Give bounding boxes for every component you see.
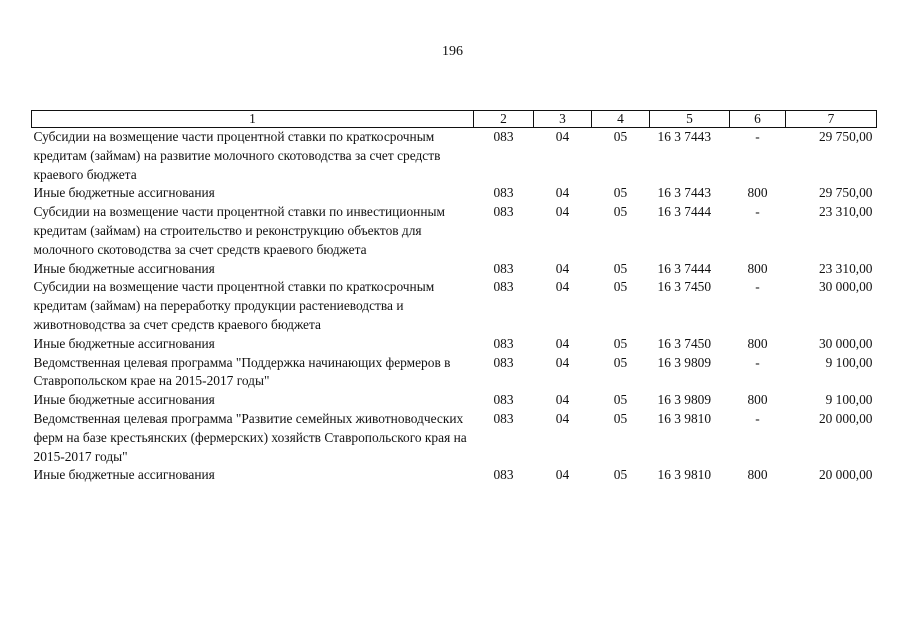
row-col-7: 30 000,00 xyxy=(818,279,873,295)
row-col-3: 04 xyxy=(555,260,570,276)
row-col-2: 083 xyxy=(493,354,514,370)
row-name: Ведомственная целевая программа "Развитие семейных животноводческих ферм на базе крестьянских (фермерских) хозяйств Ставропольского края на 2015-2017 годы" xyxy=(33,410,467,464)
row-col-3: 04 xyxy=(555,410,570,426)
row-col-2: 083 xyxy=(493,204,514,220)
table-row xyxy=(32,203,877,259)
row-col-6: - xyxy=(755,279,760,295)
row-col-4: 05 xyxy=(613,260,628,276)
row-col-2: 083 xyxy=(493,185,514,201)
row-col-6: 800 xyxy=(747,467,768,483)
table-row xyxy=(32,391,877,410)
table-row xyxy=(32,278,877,334)
header-col-5: 5 xyxy=(650,111,730,128)
table-row xyxy=(32,410,877,466)
row-name: Иные бюджетные ассигнования xyxy=(33,185,215,201)
table-body xyxy=(32,128,877,486)
table-row xyxy=(32,466,877,485)
row-col-3: 04 xyxy=(555,185,570,201)
row-col-4: 05 xyxy=(613,354,628,370)
page-number: 196 xyxy=(442,44,463,59)
row-col-5: 16 3 9809 xyxy=(657,392,712,408)
row-col-4: 05 xyxy=(613,392,628,408)
row-name: Субсидии на возмещение части процентной ставки по краткосрочным кредитам (займам) на развитие молочного скотоводства за счет средств краевого бюджета xyxy=(33,129,441,182)
row-col-6: 800 xyxy=(747,392,768,408)
row-col-6: 800 xyxy=(747,260,768,276)
row-col-3: 04 xyxy=(555,354,570,370)
row-col-5: 16 3 9809 xyxy=(657,354,712,370)
row-col-2: 083 xyxy=(493,410,514,426)
row-col-5: 16 3 9810 xyxy=(657,410,712,426)
row-col-7: 9 100,00 xyxy=(825,354,873,370)
header-col-3: 3 xyxy=(534,111,592,128)
header-col-1: 1 xyxy=(32,111,474,128)
row-col-4: 05 xyxy=(613,467,628,483)
row-col-7: 29 750,00 xyxy=(818,185,873,201)
row-col-3: 04 xyxy=(555,335,570,351)
row-col-2: 083 xyxy=(493,129,514,144)
table-row xyxy=(32,128,877,185)
header-col-4: 4 xyxy=(592,111,650,128)
row-name: Иные бюджетные ассигнования xyxy=(33,260,215,276)
row-col-3: 04 xyxy=(555,392,570,408)
row-col-4: 05 xyxy=(613,410,628,426)
table-row xyxy=(32,184,877,203)
row-col-6: - xyxy=(755,410,760,426)
row-col-4: 05 xyxy=(613,335,628,351)
row-col-3: 04 xyxy=(555,279,570,295)
budget-table xyxy=(31,110,877,485)
row-col-6: 800 xyxy=(747,335,768,351)
table-row xyxy=(32,260,877,279)
table-row xyxy=(32,354,877,392)
row-col-3: 04 xyxy=(555,204,570,220)
row-name: Субсидии на возмещение части процентной ставки по инвестиционным кредитам (займам) на строительство и реконструкцию объектов для молочного скотоводства за счет средств краевого бюджета xyxy=(33,204,445,257)
row-col-7: 23 310,00 xyxy=(818,204,873,220)
row-col-5: 16 3 7450 xyxy=(657,279,712,295)
row-col-6: 800 xyxy=(747,185,768,201)
header-col-6: 6 xyxy=(730,111,786,128)
row-col-5: 16 3 7444 xyxy=(657,204,712,220)
row-name: Субсидии на возмещение части процентной ставки по краткосрочным кредитам (займам) на переработку продукции растениеводства и животноводства за счет средств краевого бюджета xyxy=(33,279,435,332)
row-col-5: 16 3 9810 xyxy=(657,467,712,483)
row-col-5: 16 3 7443 xyxy=(657,129,712,144)
row-name: Иные бюджетные ассигнования xyxy=(33,335,215,351)
row-col-2: 083 xyxy=(493,279,514,295)
row-name: Иные бюджетные ассигнования xyxy=(33,467,215,483)
row-col-7: 29 750,00 xyxy=(818,129,873,144)
row-col-5: 16 3 7443 xyxy=(657,185,712,201)
row-col-3: 04 xyxy=(555,129,570,144)
row-col-6: - xyxy=(755,354,760,370)
row-col-2: 083 xyxy=(493,335,514,351)
row-name: Ведомственная целевая программа "Поддержка начинающих фермеров в Ставропольском крае на 2015-2017 годы" xyxy=(33,354,451,389)
row-col-7: 23 310,00 xyxy=(818,260,873,276)
row-col-6: - xyxy=(755,204,760,220)
row-col-7: 20 000,00 xyxy=(818,467,873,483)
row-col-2: 083 xyxy=(493,467,514,483)
header-col-2: 2 xyxy=(474,111,534,128)
row-col-7: 30 000,00 xyxy=(818,335,873,351)
row-col-5: 16 3 7450 xyxy=(657,335,712,351)
header-col-7: 7 xyxy=(786,111,877,128)
row-name: Иные бюджетные ассигнования xyxy=(33,392,215,408)
row-col-6: - xyxy=(755,129,760,144)
row-col-4: 05 xyxy=(613,279,628,295)
row-col-4: 05 xyxy=(613,185,628,201)
row-col-7: 20 000,00 xyxy=(818,410,873,426)
row-col-7: 9 100,00 xyxy=(825,392,873,408)
table-row xyxy=(32,335,877,354)
budget-table-container xyxy=(31,110,876,485)
row-col-2: 083 xyxy=(493,260,514,276)
row-col-4: 05 xyxy=(613,204,628,220)
row-col-4: 05 xyxy=(613,129,628,144)
header-row xyxy=(32,111,877,128)
row-col-3: 04 xyxy=(555,467,570,483)
row-col-5: 16 3 7444 xyxy=(657,260,712,276)
row-col-2: 083 xyxy=(493,392,514,408)
